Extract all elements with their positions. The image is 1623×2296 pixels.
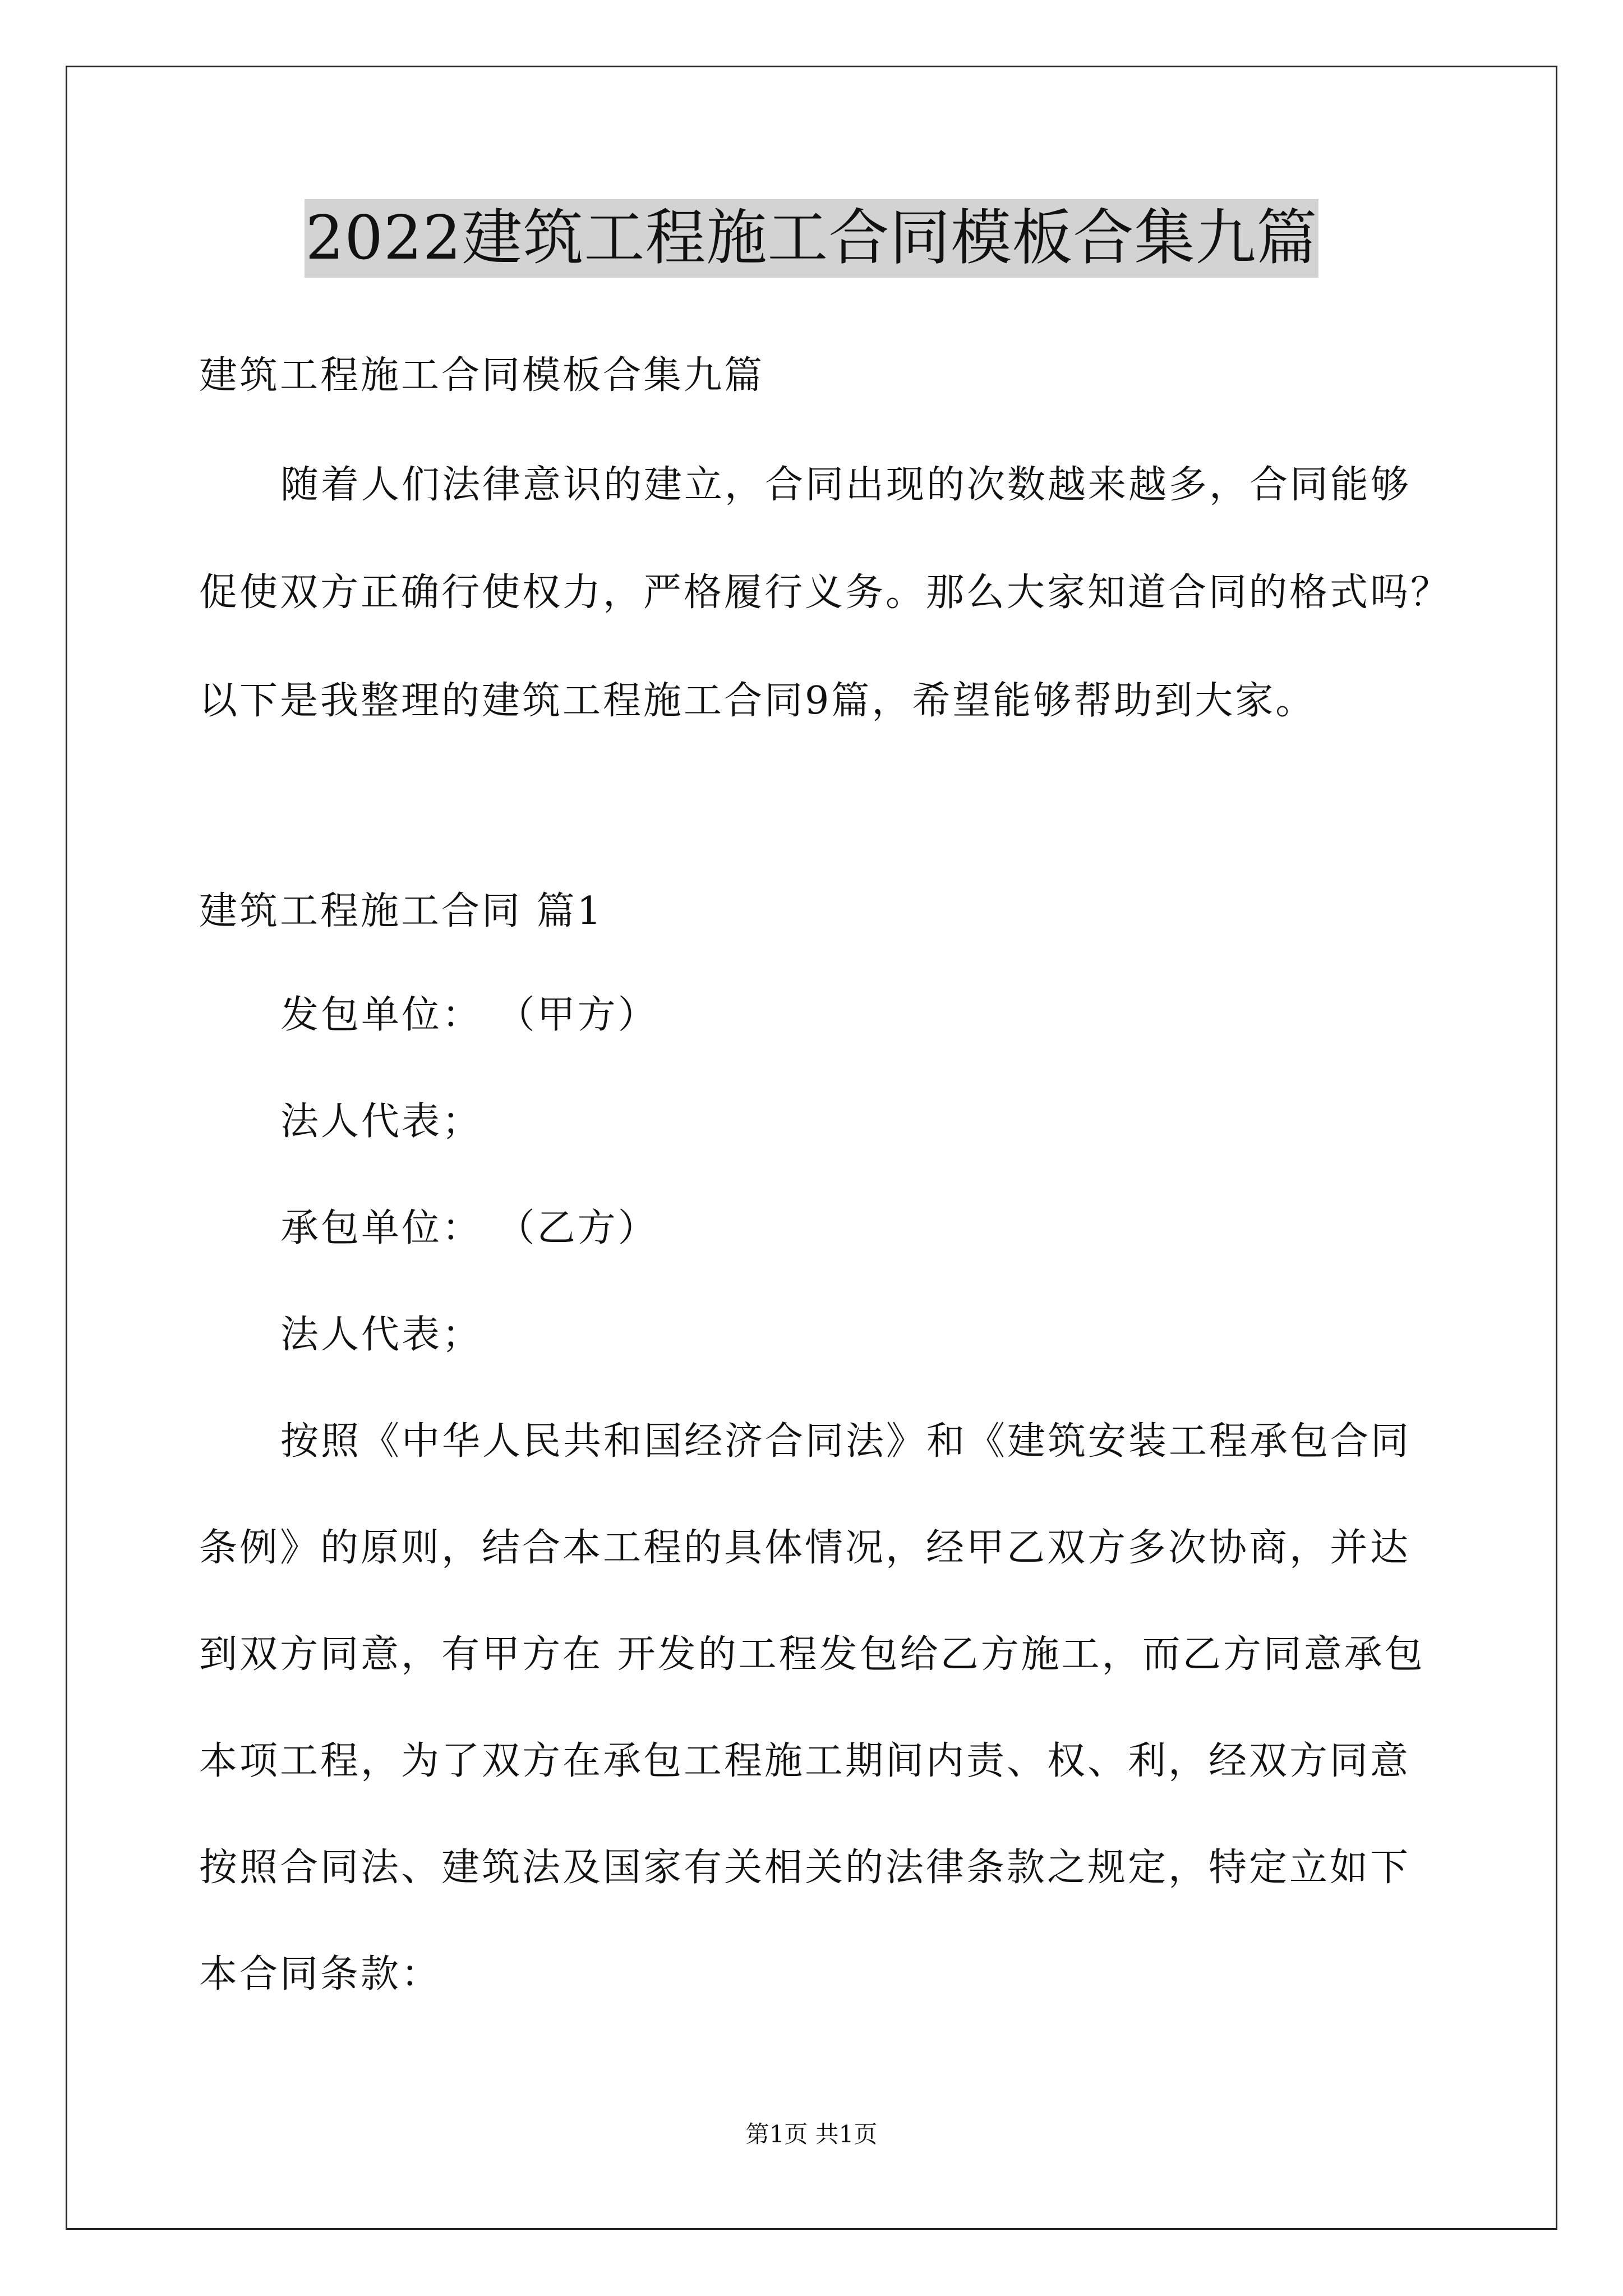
intro-line-2: 促使双方正确行使权力，严格履行义务。那么大家知道合同的格式吗？ [199, 570, 1451, 615]
page-footer: 第1页 共1页 [745, 2120, 878, 2148]
body-line-2: 条例》的原则，结合本工程的具体情况，经甲乙双方多次协商，并达 [199, 1526, 1411, 1570]
intro-line-3: 以下是我整理的建筑工程施工合同9篇，希望能够帮助到大家。 [199, 679, 1316, 723]
party-line-contractor: 承包单位： （乙方） [280, 1206, 658, 1250]
body-line-1: 按照《中华人民共和国经济合同法》和《建筑安装工程承包合同 [280, 1419, 1412, 1464]
document-subtitle: 建筑工程施工合同模板合集九篇 [199, 353, 765, 398]
body-line-3: 到双方同意，有甲方在 开发的工程发包给乙方施工，而乙方同意承包 [199, 1632, 1425, 1677]
body-line-5: 按照合同法、建筑法及国家有关相关的法律条款之规定，特定立如下 [199, 1846, 1411, 1890]
party-line-employer: 发包单位： （甲方） [280, 993, 658, 1037]
party-line-employer-rep: 法人代表； [280, 1099, 483, 1144]
body-line-4: 本项工程，为了双方在承包工程施工期间内责、权、利，经双方同意 [199, 1739, 1411, 1783]
body-line-6: 本合同条款： [199, 1952, 442, 1996]
party-line-contractor-rep: 法人代表； [280, 1313, 483, 1357]
intro-line-1: 随着人们法律意识的建立，合同出现的次数越来越多，合同能够 [280, 463, 1412, 507]
title-container [0, 199, 1623, 278]
section-heading: 建筑工程施工合同 篇1 [199, 889, 603, 933]
document-title: 2022建筑工程施工合同模板合集九篇 [305, 199, 1319, 278]
